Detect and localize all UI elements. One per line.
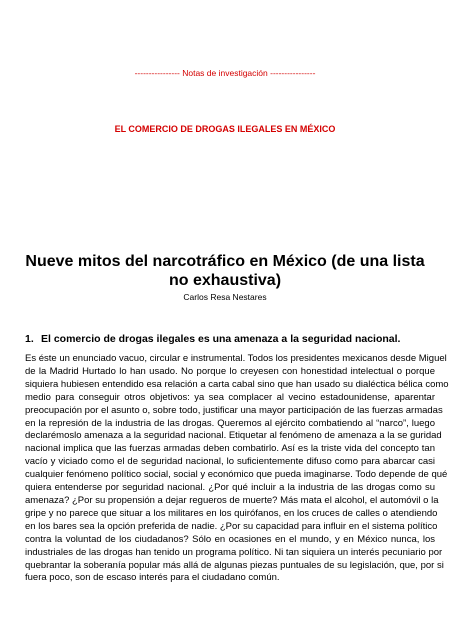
paragraph-line: en los bares sea la opción preferida de nadie. ¿Por su capacidad para influir en el sistema político	[25, 520, 438, 532]
paragraph-line: vacío y viciado como el de seguridad nacional, lo suficientemente difuso como para abarcar casi	[25, 456, 435, 468]
paragraph-line: siquiera hubiesen entendido esa relación a carta cabal sino que han usado su dialéctica bélica como	[25, 378, 449, 390]
paragraph-line: declarémoslo amenaza a la seguridad nacional. Etiquetar al fenómeno de amenaza a la se guridad	[25, 430, 442, 442]
paragraph-line: industriales de las drogas han tenido un programa político. Ni tan siquiera un interés pecuniario por	[25, 546, 443, 558]
paragraph-line: quiera entenderse por seguridad nacional. ¿Por qué incluir a la industria de las drogas como su	[25, 482, 435, 494]
paragraph-line: gripe y no parece que situar a los militares en los quirófanos, en los cruces de calles o atendiendo	[25, 507, 438, 519]
paragraph-line: nacional implica que las fuerzas armadas deben combatirlo. Así es la triste vida del concepto tan	[25, 443, 435, 455]
paragraph-line: quebrantar la soberanía popular más allá de algunas piezas puntuales de su legislación, que, por si	[25, 559, 444, 571]
section-title: EL COMERCIO DE DROGAS ILEGALES EN MÉXICO	[114, 124, 336, 134]
section-heading	[25, 333, 435, 345]
section-number: 1.	[25, 333, 34, 345]
paragraph-line: fuera poco, son de escaso interés para el ciudadano común.	[25, 572, 280, 584]
paragraph-line: de la Madrid Hurtado lo han usado. No porque lo creyesen con honestidad intelectual o porque	[25, 365, 435, 377]
paragraph-line: amenaza? ¿Por su propensión a dejar regueros de muerte? Más mata el alcohol, el automóvil o la	[25, 494, 439, 506]
paragraph-line: contra la voluntad de los ciudadanos? Sólo en ocasiones en el mundo, y en México nunca, los	[25, 533, 435, 545]
paragraph-line: cualquier fenómeno político social, social y económico que pueda imaginarse. Todo depende de qué	[25, 469, 448, 481]
article-author: Carlos Resa Nestares	[183, 292, 267, 302]
body-paragraph	[25, 353, 449, 585]
paragraph-line: Es éste un enunciado vacuo, circular e instrumental. Todos los presidentes mexicanos desde Miguel	[25, 353, 447, 364]
article-title: Nueve mitos del narcotráfico en México (de una lista no exhaustiva)	[25, 253, 425, 289]
paragraph-line: medio para conseguir otros objetivos: ya sea complacer al vecino estadounidense, aparentar	[25, 391, 435, 403]
paragraph-line: en la represión de la industria de las drogas. Queremos al ejército combatiendo al “narco”, luego	[25, 417, 435, 429]
section-heading-text: El comercio de drogas ilegales es una amenaza a la seguridad nacional.	[41, 333, 401, 345]
series-header: ---------------- Notas de investigación ----------------	[134, 68, 316, 78]
paragraph-line: preocupación por el asunto o, sobre todo, justificar una mayor participación de las fuerzas armadas	[25, 404, 443, 416]
